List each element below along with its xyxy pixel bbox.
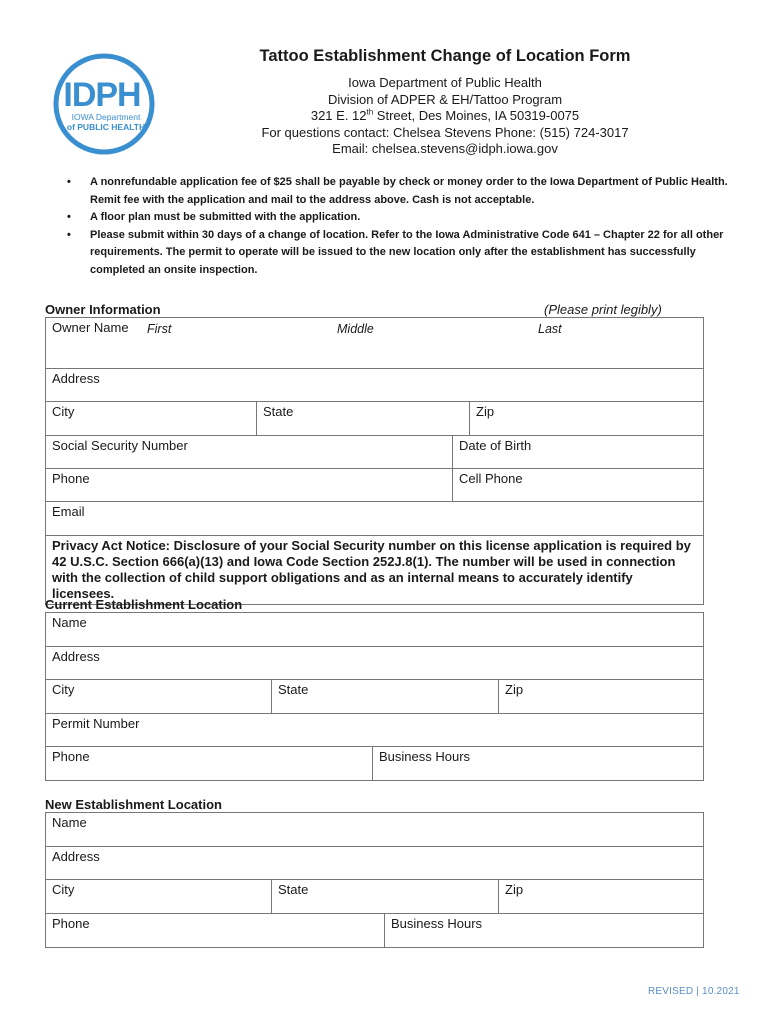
new-state-field[interactable]: State — [272, 880, 499, 914]
email-line: Email: chelsea.stevens@idph.iowa.gov — [332, 141, 558, 157]
logo-text: IDPH — [63, 76, 141, 114]
cell-phone-field[interactable]: Cell Phone — [453, 469, 704, 502]
current-location-table — [45, 612, 704, 781]
street-address: 321 E. 12th Street, Des Moines, IA 50319-0075 — [310, 107, 580, 124]
agency-name: Iowa Department of Public Health — [348, 75, 542, 90]
new-business-hours-field[interactable]: Business Hours — [385, 914, 704, 948]
new-address-field[interactable]: Address — [46, 847, 704, 880]
owner-address-field[interactable]: Address — [46, 369, 704, 402]
ssn-field[interactable]: Social Security Number — [46, 436, 453, 469]
instruction-item: • A floor plan must be submitted with the application. — [62, 209, 732, 227]
owner-city-field[interactable]: City — [46, 402, 257, 436]
current-location-section-title: Current Establishment Location — [45, 597, 243, 612]
privacy-act-notice: Privacy Act Notice: Disclosure of your Social Security number on this license application is required by 42 U.S.C. Section 666(a)(13) and Iowa Code Section 252J.8(1). The number will be used in connection with the collection of child support obligations and as an internal means to accurately identify licensees. — [46, 536, 704, 605]
owner-name-field[interactable]: Owner Name First Middle Last — [46, 318, 704, 369]
middle-name-sublabel: Middle — [337, 322, 374, 336]
permit-number-field[interactable]: Permit Number — [46, 714, 704, 747]
new-name-field[interactable]: Name — [46, 813, 704, 847]
owner-info-table — [45, 317, 704, 605]
instructions-list — [62, 174, 732, 279]
last-name-sublabel: Last — [538, 322, 562, 336]
current-address-field[interactable]: Address — [46, 647, 704, 680]
contact-line: For questions contact: Chelsea Stevens Phone: (515) 724-3017 — [261, 124, 629, 140]
division-name: Division of ADPER & EH/Tattoo Program — [327, 91, 563, 107]
new-location-table — [45, 812, 704, 948]
date-of-birth-field[interactable]: Date of Birth — [453, 436, 704, 469]
current-name-field[interactable]: Name — [46, 613, 704, 647]
current-state-field[interactable]: State — [272, 680, 499, 714]
owner-zip-field[interactable]: Zip — [470, 402, 704, 436]
instruction-item: • A nonrefundable application fee of $25 shall be payable by check or money order to the Iowa Department of Public Health. Remit fee with the application and mail to the address above. Cash is not acceptable. — [62, 174, 732, 209]
logo-subtext-2: of PUBLIC HEALTH — [66, 122, 146, 132]
current-city-field[interactable]: City — [46, 680, 272, 714]
owner-phone-field[interactable]: Phone — [46, 469, 453, 502]
revision-footer: REVISED | 10.2021 — [648, 986, 740, 997]
instruction-item: • Please submit within 30 days of a change of location. Refer to the Iowa Administrative Code 641 – Chapter 22 for all other requirements. The permit to operate will be issued to the new location only after the establishment has successfully completed an onsite inspection. — [62, 227, 732, 280]
agency-address-block — [200, 75, 690, 158]
current-zip-field[interactable]: Zip — [499, 680, 704, 714]
print-legibly-hint: (Please print legibly) — [544, 302, 662, 317]
owner-email-field[interactable]: Email — [46, 502, 704, 536]
idph-logo — [52, 52, 156, 156]
form-title: Tattoo Establishment Change of Location Form — [259, 47, 631, 65]
new-city-field[interactable]: City — [46, 880, 272, 914]
current-business-hours-field[interactable]: Business Hours — [373, 747, 704, 781]
new-zip-field[interactable]: Zip — [499, 880, 704, 914]
new-location-section-title: New Establishment Location — [45, 797, 222, 812]
owner-section-title: Owner Information — [45, 302, 161, 317]
current-phone-field[interactable]: Phone — [46, 747, 373, 781]
logo-subtext-1: IOWA Department — [71, 112, 141, 122]
owner-state-field[interactable]: State — [257, 402, 470, 436]
first-name-sublabel: First — [147, 322, 172, 336]
new-phone-field[interactable]: Phone — [46, 914, 385, 948]
